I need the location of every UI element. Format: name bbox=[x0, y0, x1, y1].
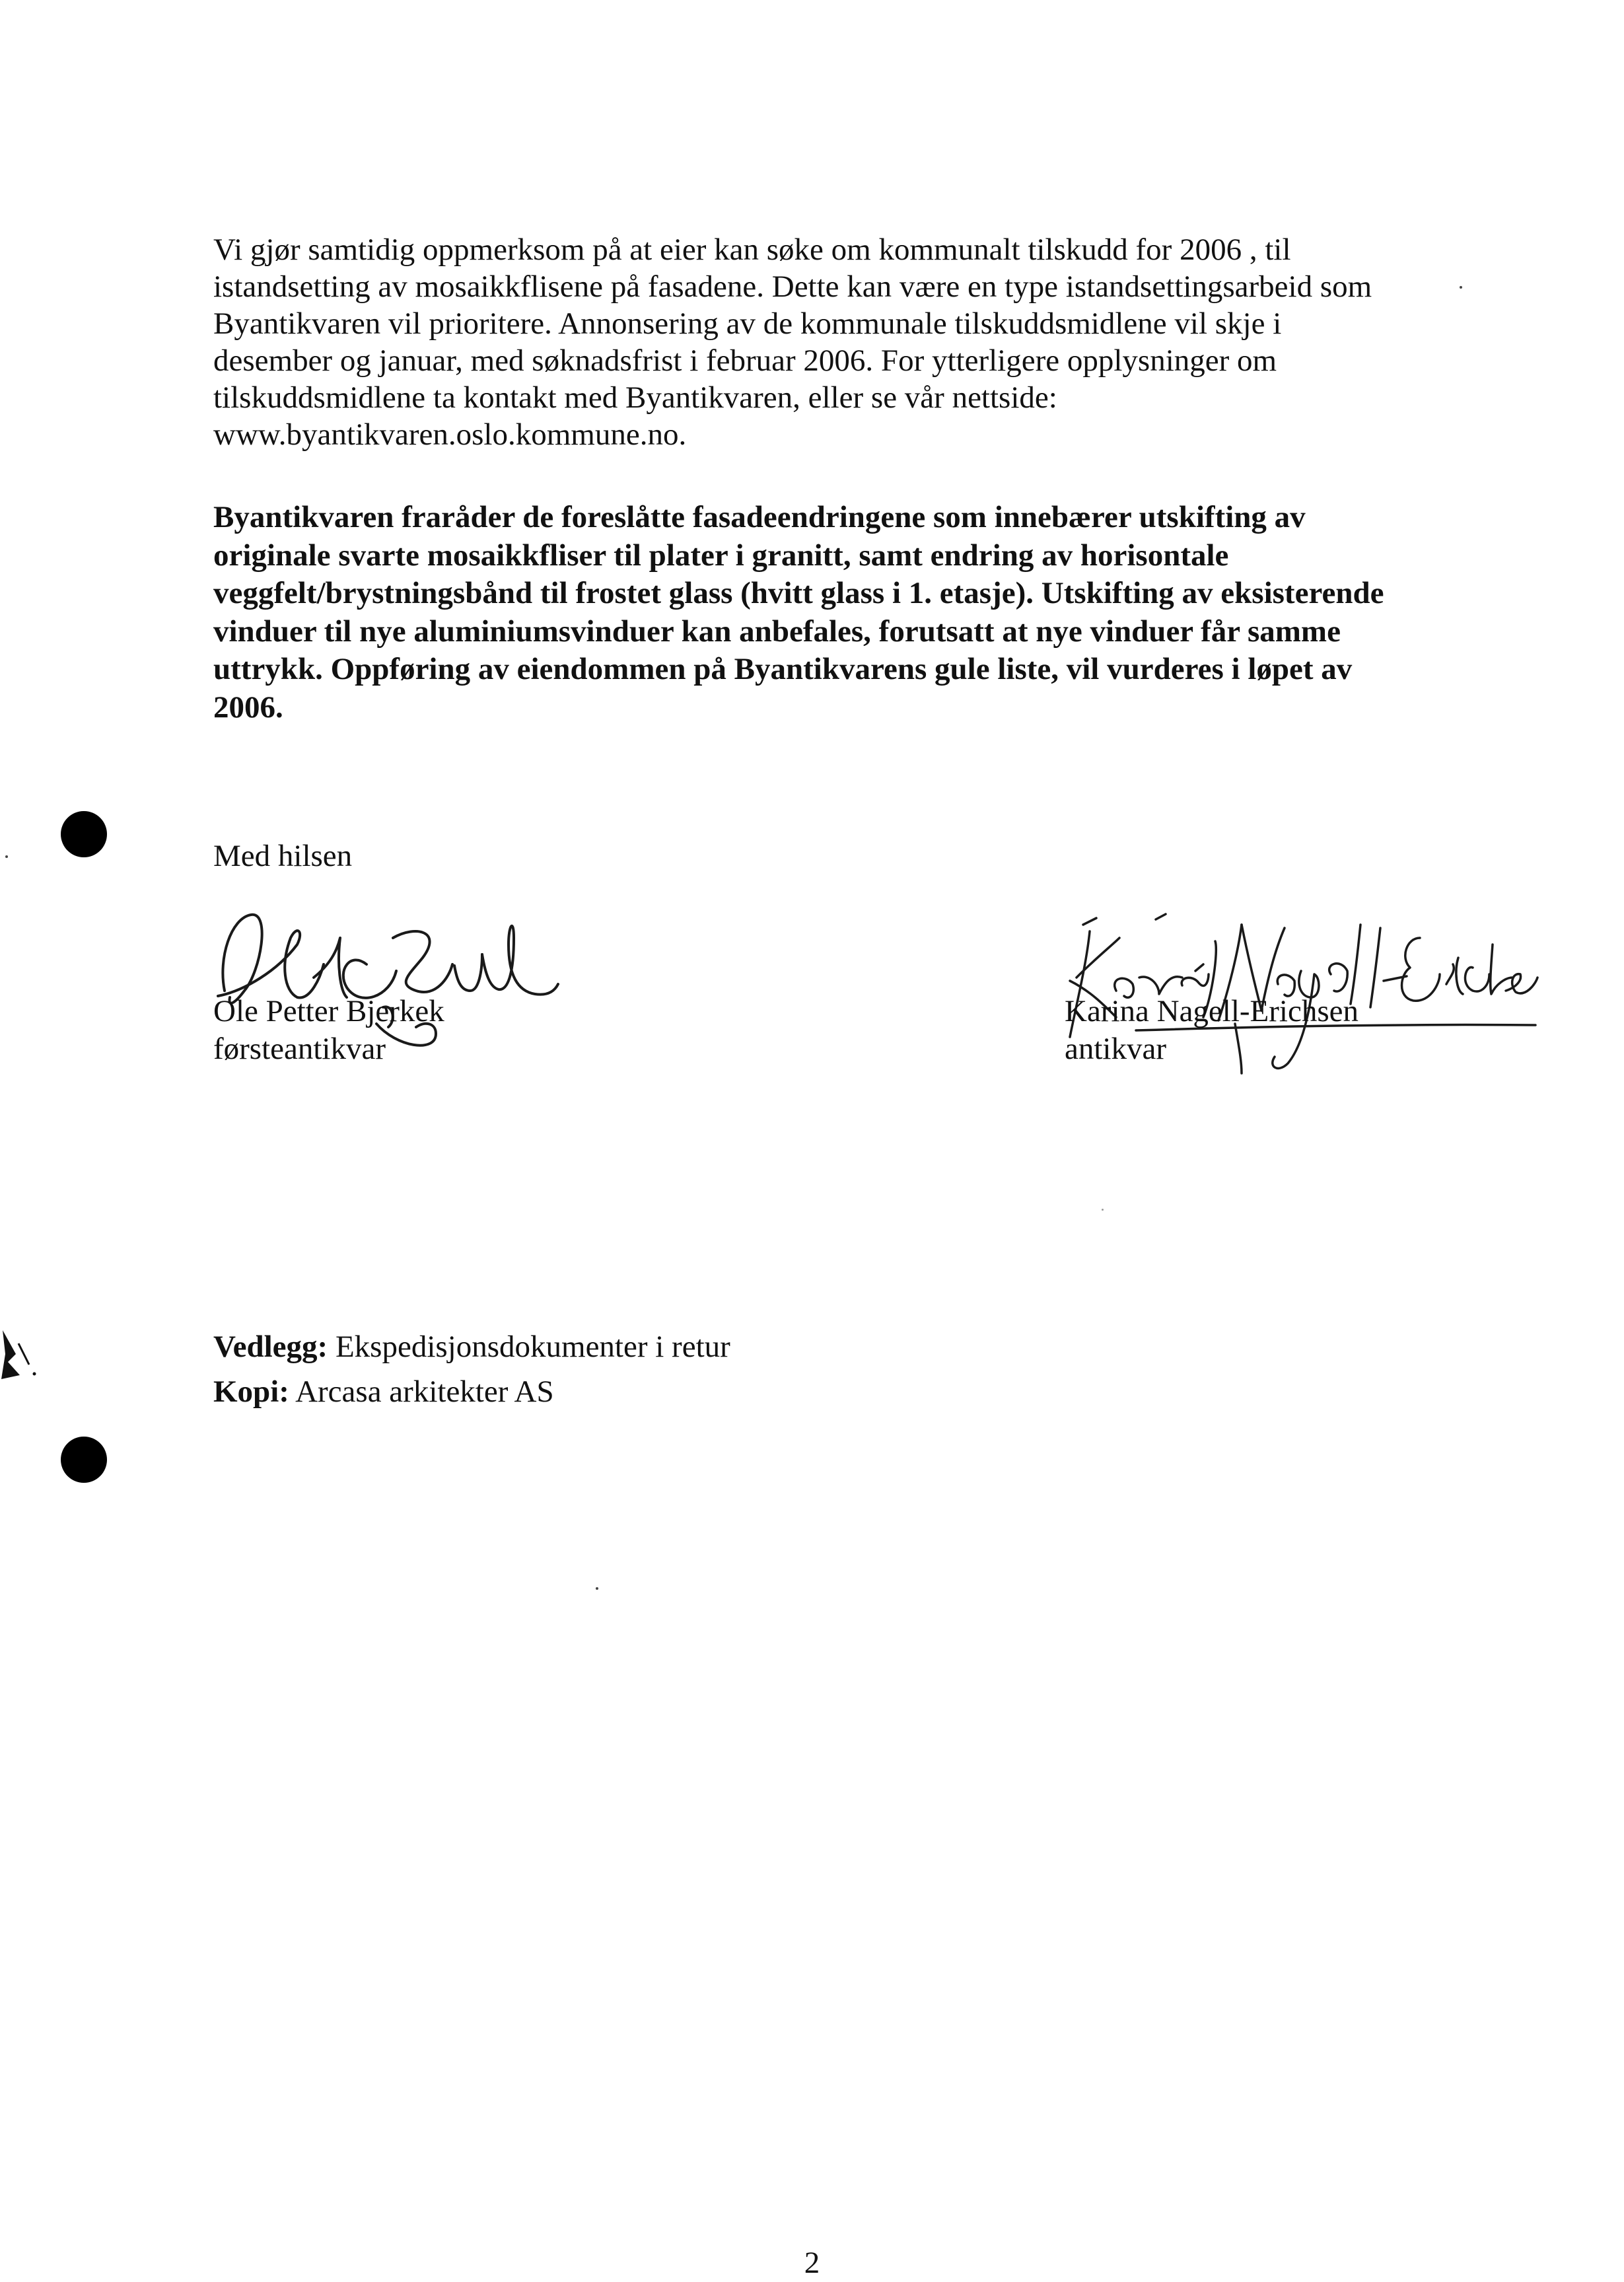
intro-line: desember og januar, med søknadsfrist i februar 2006. For ytterligere opplysninger om bbox=[213, 343, 1277, 378]
scan-speck bbox=[5, 855, 8, 858]
attachment-label: Vedlegg: bbox=[213, 1330, 328, 1364]
closing-greeting: Med hilsen bbox=[213, 839, 353, 873]
recommendation-line: 2006. bbox=[213, 690, 283, 725]
website-text: www.byantikvaren.oslo.kommune.no. bbox=[213, 417, 687, 452]
scan-speck bbox=[1102, 1209, 1104, 1211]
recommendation-line: Byantikvaren fraråder de foreslåtte fasadeendringene som innebærer utskifting av bbox=[213, 500, 1306, 534]
signatory-name: Ole Petter Bjerkek bbox=[213, 994, 444, 1028]
punch-hole-bottom bbox=[61, 1437, 107, 1483]
scan-speck bbox=[596, 1587, 598, 1590]
intro-line: istandsetting av mosaikkflisene på fasadene. Dette kan være en type istandsettingsarbeid som bbox=[213, 269, 1372, 304]
intro-line: Byantikvaren vil prioritere. Annonsering av de kommunale tilskuddsmidlene vil skje i bbox=[213, 306, 1282, 341]
page-number: 2 bbox=[804, 2246, 820, 2280]
recommendation-line: originale svarte mosaikkfliser til plater i granitt, samt endring av horisontale bbox=[213, 538, 1229, 573]
intro-line: tilskuddsmidlene ta kontakt med Byantikvaren, eller se vår nettside: bbox=[213, 380, 1057, 415]
signatory-name: Karina Nagell-Erichsen bbox=[1065, 994, 1359, 1028]
copy-line bbox=[213, 1369, 730, 1414]
attachment-line bbox=[213, 1324, 730, 1369]
copy-value: Arcasa arkitekter AS bbox=[295, 1374, 554, 1409]
letter-footer bbox=[213, 1324, 730, 1414]
signatory-right bbox=[1065, 993, 1359, 1068]
signatory-title: førsteantikvar bbox=[213, 1032, 386, 1066]
recommendation-line: vinduer til nye aluminiumsvinduer kan anbefales, forutsatt at nye vinduer får samme bbox=[213, 614, 1341, 649]
attachment-value: Ekspedisjonsdokumenter i retur bbox=[335, 1330, 730, 1364]
intro-line: Vi gjør samtidig oppmerksom på at eier kan søke om kommunalt tilskudd for 2006 , til bbox=[213, 232, 1291, 267]
punch-hole-top bbox=[61, 811, 107, 857]
intro-paragraph bbox=[213, 231, 1501, 453]
recommendation-line: veggfelt/brystningsbånd til frostet glass (hvitt glass i 1. etasje). Utskifting av eksisterende bbox=[213, 576, 1384, 610]
scan-artifact-mark bbox=[0, 1328, 40, 1387]
copy-label: Kopi: bbox=[213, 1374, 289, 1409]
recommendation-paragraph bbox=[213, 499, 1501, 727]
signatory-left bbox=[213, 993, 444, 1068]
signatory-title: antikvar bbox=[1065, 1032, 1166, 1066]
recommendation-line: uttrykk. Oppføring av eiendommen på Byantikvarens gule liste, vil vurderes i løpet av bbox=[213, 652, 1353, 686]
